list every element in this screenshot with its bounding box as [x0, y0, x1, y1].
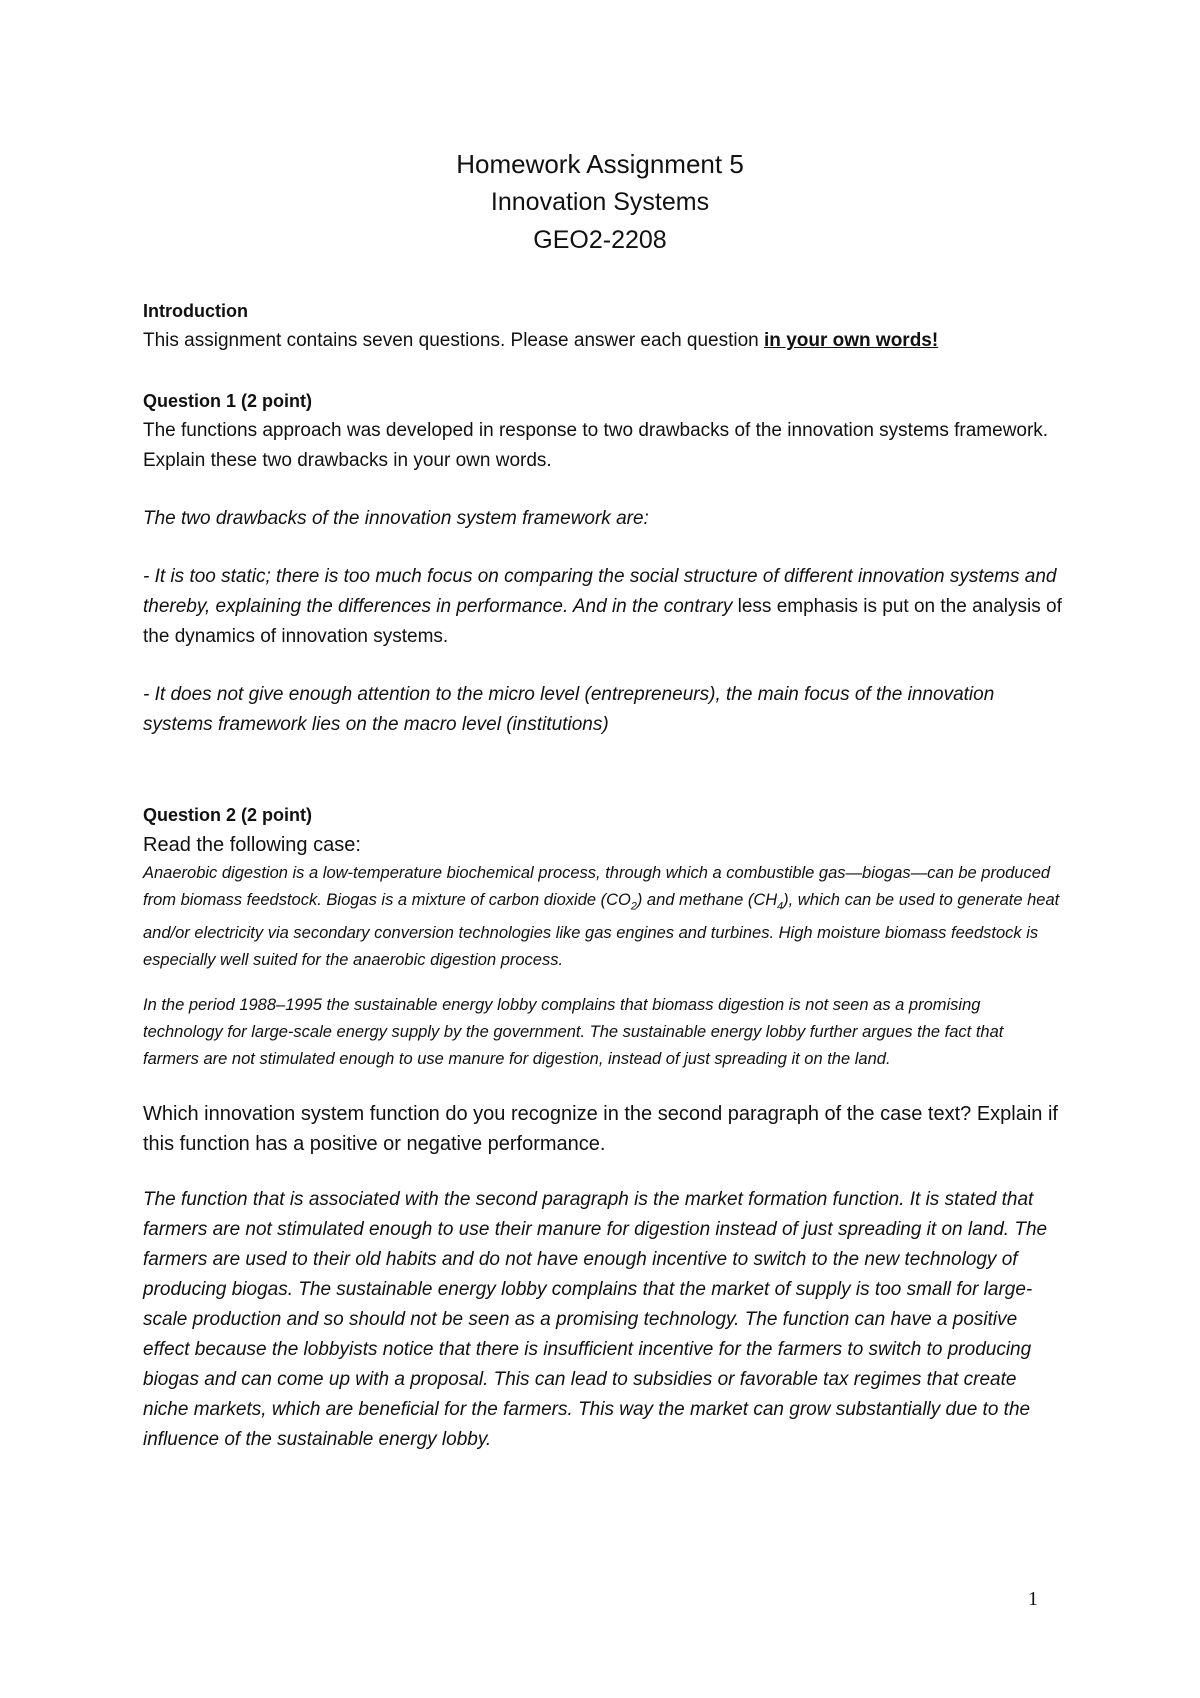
- question-2-section: [143, 800, 1063, 1455]
- question-2-heading: Question 2 (2 point): [143, 805, 312, 825]
- ch4-subscript: 4: [777, 900, 784, 913]
- question-1-answer-intro: The two drawbacks of the innovation system framework are:: [143, 508, 649, 529]
- document-title: Homework Assignment 5: [456, 149, 744, 179]
- case-p1-part-c: ), which can be used to generate heat and/or electricity via secondary conversion technologies like gas engines and turbines. High moisture biomass feedstock is especially well suited for the anaerobic digestion process.: [143, 891, 1060, 970]
- question-2-answer: The function that is associated with the second paragraph is the market formation function. It is stated that farmers are not stimulated enough to use their manure for digestion instead of just spreading it on land. The farmers are used to their old habits and do not have enough incentive to switch to the new technology of producing biogas. The sustainable energy lobby complains that the market of supply is too small for large-scale production and so should not be seen as a promising technology. The function can have a positive effect because the lobbyists notice that there is insufficient incentive for the farmers to switch to producing biogas and can come up with a proposal. This can lead to subsidies or favorable tax regimes that create niche markets, which are beneficial for the farmers. This way the market can grow substantially due to the influence of the sustainable energy lobby.: [143, 1189, 1048, 1451]
- question-2-prompt: Which innovation system function do you recognize in the second paragraph of the case text? Explain if this function has a positive or negative performance.: [143, 1103, 1058, 1156]
- case-p1-part-b: ) and methane (CH: [636, 891, 778, 909]
- drawback-1-italic: - It is too static; there is too much focus on comparing the social structure of different innovation systems and thereby, explaining the differences in performance. And in the contrary: [143, 566, 1057, 617]
- course-code: GEO2-2208: [533, 226, 667, 254]
- page-number: 1: [1028, 1588, 1038, 1610]
- intro-text: [143, 326, 1063, 356]
- question-1-heading: Question 1 (2 point): [143, 391, 312, 411]
- document-body: [143, 296, 1063, 1455]
- intro-section: [143, 296, 1063, 356]
- intro-emphasis: in your own words!: [764, 330, 939, 351]
- intro-heading: Introduction: [143, 301, 248, 321]
- question-2-case-intro: Read the following case:: [143, 834, 361, 856]
- question-1-drawback-1: [143, 562, 1063, 652]
- question-1-section: [143, 386, 1063, 740]
- intro-text-main: This assignment contains seven questions. Please answer each question: [143, 330, 765, 351]
- document-subtitle: Innovation Systems: [490, 188, 710, 216]
- case-paragraph-1: [143, 860, 1063, 974]
- title-block: [0, 148, 1200, 258]
- case-p1-part-a: Anaerobic digestion is a low-temperature biochemical process, through which a combustible gas—biogas—can be produced from biomass feedstock. Biogas is a mixture of carbon dioxide (CO: [143, 864, 1051, 909]
- drawback-1-normal: less emphasis is put on the analysis of the dynamics of innovation systems.: [143, 596, 1062, 647]
- case-paragraph-2: In the period 1988–1995 the sustainable energy lobby complains that biomass digestion is not seen as a promising technology for large-scale energy supply by the government. The sustainable energy lobby further argues the fact that farmers are not stimulated enough to use manure for digestion, instead of just spreading it on the land.: [143, 996, 1004, 1069]
- co2-subscript: 2: [630, 900, 637, 913]
- question-1-prompt: The functions approach was developed in response to two drawbacks of the innovation systems framework. Explain these two drawbacks in your own words.: [143, 420, 1049, 471]
- question-1-drawback-2: - It does not give enough attention to the micro level (entrepreneurs), the main focus of the innovation systems framework lies on the macro level (institutions): [143, 684, 995, 735]
